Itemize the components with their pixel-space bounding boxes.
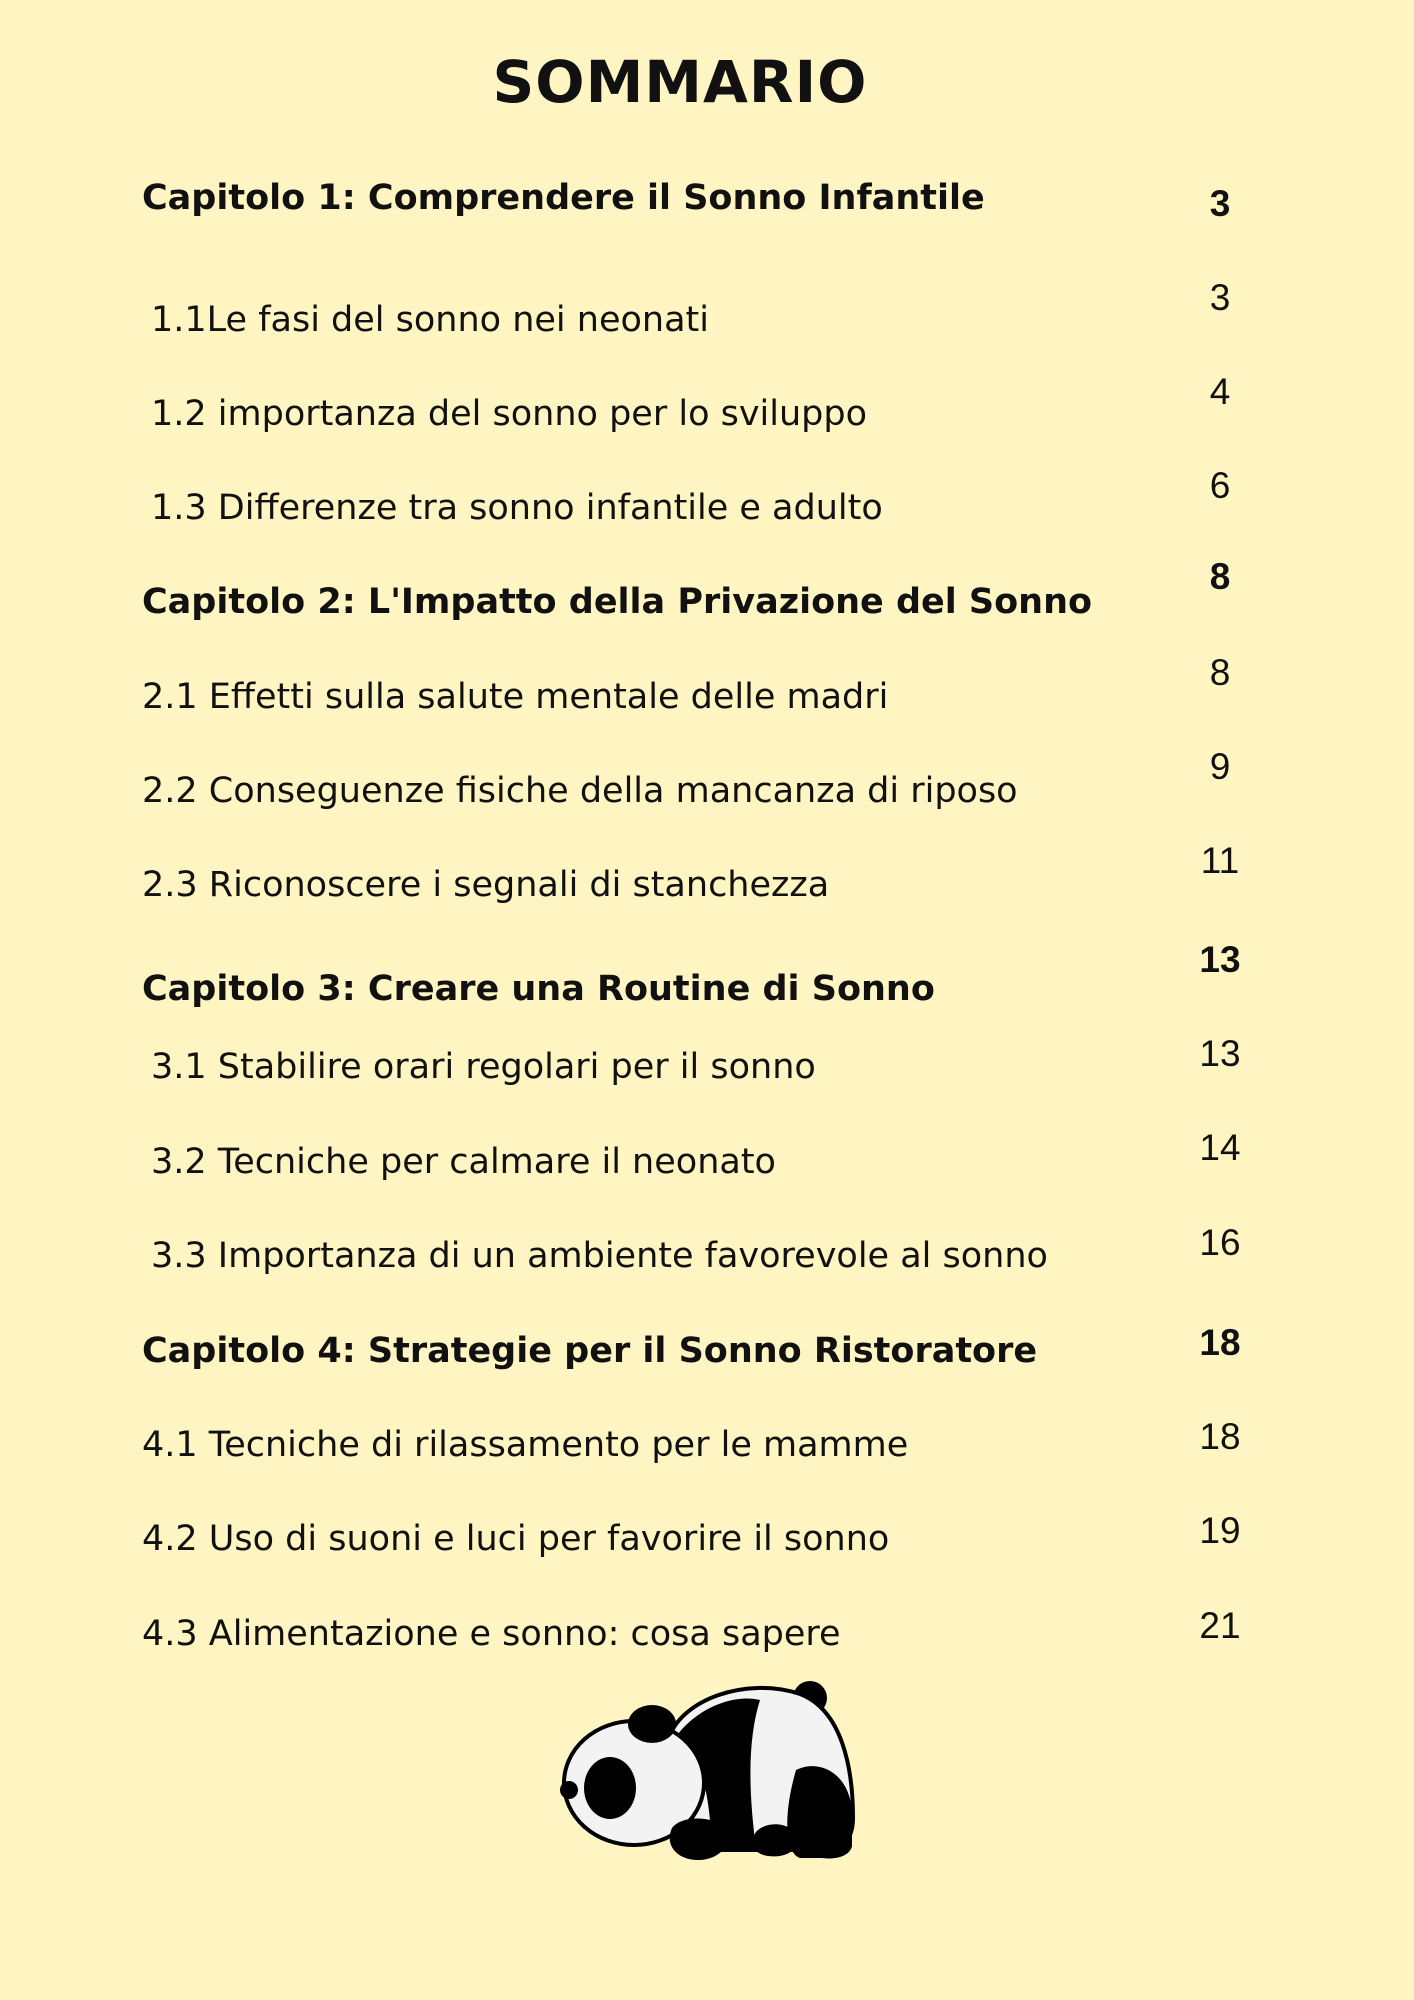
toc-section-3-3-title: 3.3 Importanza di un ambiente favorevole al sonno <box>151 1236 1048 1276</box>
toc-section-4-3-page: 21 <box>1199 1605 1241 1646</box>
toc-chapter-2-page: 8 <box>1209 556 1231 597</box>
sleeping-panda-icon <box>560 1678 860 1863</box>
toc-chapter-1-title: Capitolo 1: Comprendere il Sonno Infantile <box>142 178 985 218</box>
toc-section-1-1-page: 3 <box>1209 277 1231 318</box>
toc-section-3-3-page: 16 <box>1199 1222 1241 1263</box>
toc-section-2-1-title: 2.1 Effetti sulla salute mentale delle madri <box>142 677 889 717</box>
panda-ear-front <box>628 1705 676 1743</box>
toc-section-1-3-title: 1.3 Differenze tra sonno infantile e adulto <box>151 488 883 528</box>
toc-section-3-1-title: 3.1 Stabilire orari regolari per il sonno <box>151 1047 816 1087</box>
toc-section-4-3-title: 4.3 Alimentazione e sonno: cosa sapere <box>142 1614 841 1654</box>
toc-section-1-2-page: 4 <box>1209 371 1231 412</box>
page-title: SOMMARIO <box>492 48 868 116</box>
toc-chapter-2-title: Capitolo 2: L'Impatto della Privazione del Sonno <box>142 582 1093 622</box>
toc-section-3-1-page: 13 <box>1199 1033 1241 1074</box>
toc-section-1-2-title: 1.2 importanza del sonno per lo sviluppo <box>151 394 868 434</box>
toc-chapter-3-page: 13 <box>1199 939 1241 980</box>
toc-section-4-2-page: 19 <box>1199 1510 1241 1551</box>
toc-section-1-3-page: 6 <box>1209 465 1231 506</box>
toc-section-4-2-title: 4.2 Uso di suoni e luci per favorire il sonno <box>142 1519 890 1559</box>
panda-eye-patch <box>584 1757 636 1819</box>
toc-section-2-3-page: 11 <box>1200 840 1240 881</box>
toc-chapter-3-title: Capitolo 3: Creare una Routine di Sonno <box>142 969 935 1009</box>
toc-section-4-1-title: 4.1 Tecniche di rilassamento per le mamme <box>142 1425 909 1465</box>
panda-nose <box>560 1781 578 1799</box>
toc-section-2-2-title: 2.2 Conseguenze fisiche della mancanza di riposo <box>142 771 1018 811</box>
toc-section-2-1-page: 8 <box>1209 652 1231 693</box>
toc-section-4-1-page: 18 <box>1199 1416 1241 1457</box>
toc-section-3-2-page: 14 <box>1199 1127 1241 1168</box>
toc-section-2-2-page: 9 <box>1209 746 1231 787</box>
toc-section-2-3-title: 2.3 Riconoscere i segnali di stanchezza <box>142 865 830 905</box>
toc-section-1-1-title: 1.1Le fasi del sonno nei neonati <box>151 300 709 340</box>
panda-paw-front <box>670 1818 728 1860</box>
toc-section-3-2-title: 3.2 Tecniche per calmare il neonato <box>151 1142 776 1182</box>
toc-chapter-4-title: Capitolo 4: Strategie per il Sonno Ristoratore <box>142 1331 1038 1371</box>
toc-chapter-4-page: 18 <box>1199 1322 1241 1363</box>
toc-chapter-1-page: 3 <box>1209 183 1231 224</box>
